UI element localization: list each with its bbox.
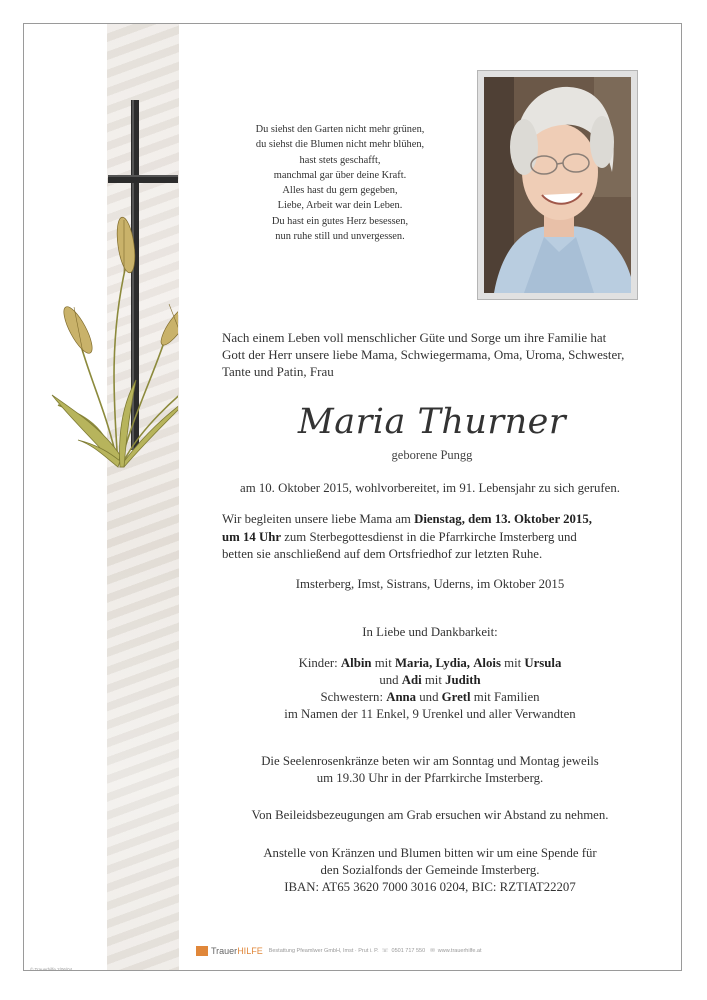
website[interactable]: www.trauerhilfe.at bbox=[437, 948, 482, 954]
phone-icon: ☏ bbox=[381, 948, 389, 954]
intro-line: Nach einem Leben voll menschlicher Güte und Sorge um ihre Familie hat bbox=[222, 330, 607, 345]
mourners-grandchildren: im Namen der 11 Enkel, 9 Urenkel und aller Verwandten bbox=[284, 707, 576, 721]
funeral-line-1: Wir begleiten unsere liebe Mama am Dienstag, dem 13. Oktober 2015, bbox=[222, 512, 592, 526]
love-line: In Liebe und Dankbarkeit: bbox=[362, 625, 498, 639]
rosary-line: Die Seelenrosenkränze beten wir am Sonntag und Montag jeweils bbox=[261, 754, 599, 768]
intro-text bbox=[222, 329, 642, 380]
copyright-note: © Trauerhilfe 2/06/04 bbox=[30, 967, 73, 972]
intro-line: Tante und Patin, Frau bbox=[222, 364, 334, 379]
company-info: Bestattung Pfeamlwer GmbH, Imst · Prut i. P. bbox=[268, 948, 379, 954]
rosary-line: um 19.30 Uhr in der Pfarrkirche Imsterberg. bbox=[316, 771, 544, 785]
mourners-sisters: Schwestern: Anna und Gretl mit Familien bbox=[320, 690, 540, 704]
poem-line: manchmal gar über deine Kraft. bbox=[273, 169, 407, 181]
phone-number: 0501 717 550 bbox=[391, 948, 426, 954]
intro-line: Gott der Herr unsere liebe Mama, Schwiegermama, Oma, Uroma, Schwester, bbox=[222, 347, 625, 362]
bank-details: IBAN: AT65 3620 7000 3016 0204, BIC: RZTIAT22207 bbox=[284, 880, 576, 894]
donation-line: Anstelle von Kränzen und Blumen bitten wir um eine Spende für bbox=[263, 846, 597, 860]
death-line: am 10. Oktober 2015, wohlvorbereitet, im 91. Lebensjahr zu sich gerufen. bbox=[240, 481, 620, 495]
funeral-info bbox=[222, 511, 642, 564]
web-icon: ✉ bbox=[430, 948, 435, 954]
condolence-note: Von Beileidsbezeugungen am Grab ersuchen wir Abstand zu nehmen. bbox=[251, 808, 609, 822]
funeral-line-3: betten sie anschließend auf dem Ortsfriedhof zur letzten Ruhe. bbox=[222, 547, 543, 561]
place-date: Imsterberg, Imst, Sistrans, Uderns, im Oktober 2015 bbox=[295, 577, 565, 591]
poem-line: Liebe, Arbeit war dein Leben. bbox=[277, 200, 403, 212]
poem-line: Alles hast du gern gegeben, bbox=[282, 185, 398, 197]
funeral-line-2: um 14 Uhr zum Sterbegottesdienst in die Pfarrkirche Imsterberg und bbox=[222, 529, 577, 544]
poem-line: nun ruhe still und unvergessen. bbox=[275, 231, 405, 243]
poem-line: hast stets geschafft, bbox=[299, 154, 381, 166]
poem-line: du siehst die Blumen nicht mehr blühen, bbox=[255, 139, 425, 151]
trauerhilfe-logo: TrauerHILFE bbox=[211, 946, 263, 956]
mourners-children: Kinder: Albin mit Maria, Lydia, Alois mit Ursula bbox=[298, 656, 562, 670]
birth-name: geborene Pungg bbox=[391, 448, 473, 462]
cross-with-wheat-illustration bbox=[48, 95, 178, 495]
portrait-photo bbox=[484, 77, 631, 293]
portrait-photo-frame bbox=[477, 70, 638, 300]
donation-line: den Sozialfonds der Gemeinde Imsterberg. bbox=[320, 863, 540, 877]
deceased-name: Maria Thurner bbox=[297, 402, 567, 442]
footer bbox=[196, 944, 482, 958]
poem-line: Du hast ein gutes Herz besessen, bbox=[271, 215, 409, 227]
trauerhilfe-logo-icon bbox=[196, 946, 208, 956]
poem bbox=[220, 122, 460, 244]
poem-line: Du siehst den Garten nicht mehr grünen, bbox=[255, 124, 425, 135]
mourners-children-2: und Adi mit Judith bbox=[379, 673, 481, 687]
